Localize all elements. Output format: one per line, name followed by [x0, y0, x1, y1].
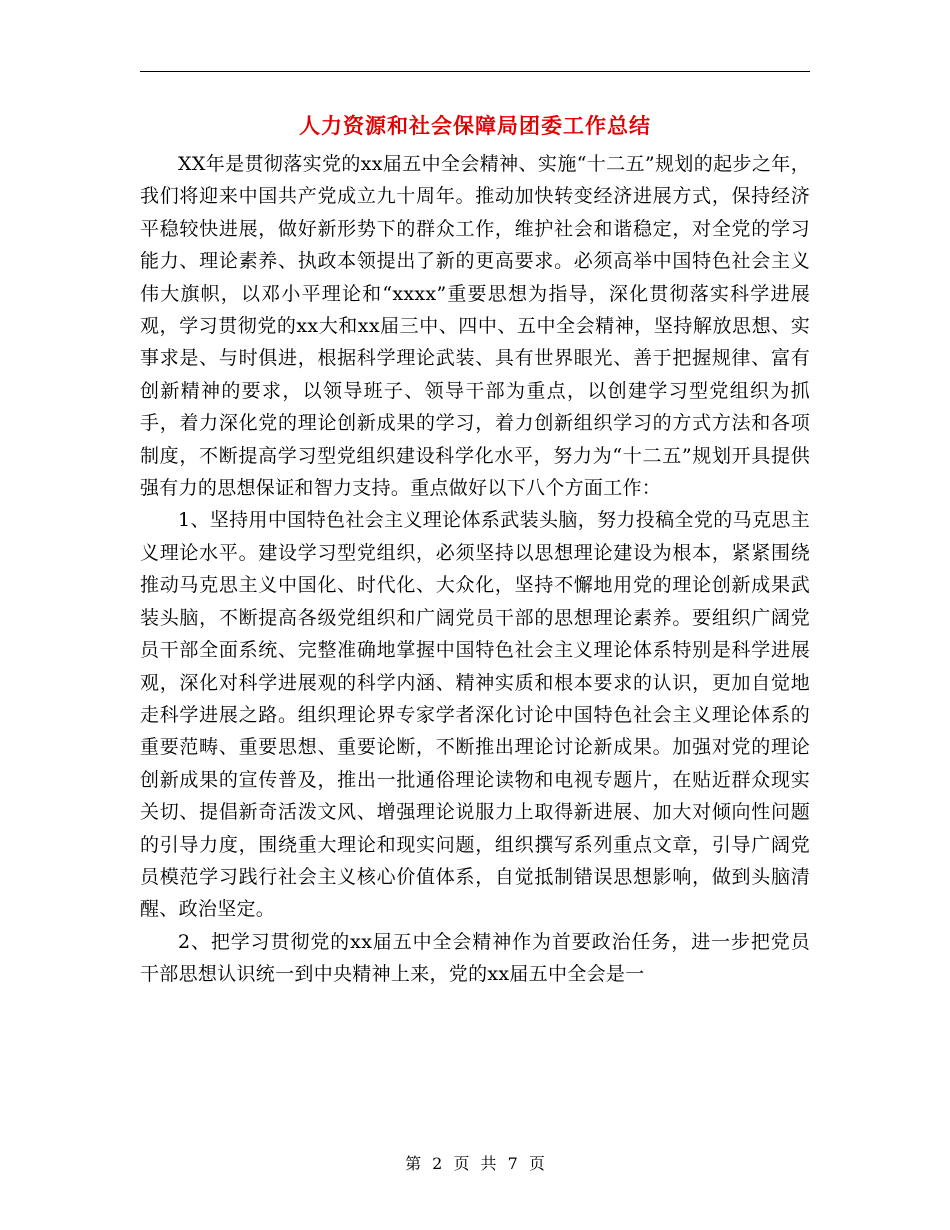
paragraph-item-2: 2、把学习贯彻党的xx届五中全会精神作为首要政治任务，进一步把党员干部思想认识统一到中央精神上来，党的xx届五中全会是一 — [140, 930, 810, 986]
document-body — [140, 148, 810, 991]
header-rule — [140, 71, 810, 72]
page-number-footer: 第 2 页 共 7 页 — [405, 1154, 545, 1173]
paragraph-item-1: 1、坚持用中国特色社会主义理论体系武装头脑，努力投稿全党的马克思主义理论水平。建设学习型党组织，必须坚持以思想理论建设为根本，紧紧围绕推动马克思主义中国化、时代化、大众化，坚持不懈地用党的理论创新成果武装头脑，不断提高各级党组织和广阔党员干部的思想理论素养。要组织广阔党员干部全面系统、完整准确地掌握中国特色社会主义理论体系特别是科学进展观，深化对科学进展观的科学内涵、精神实质和根本要求的认识，更加自觉地走科学进展之路。组织理论界专家学者深化讨论中国特色社会主义理论体系的重要范畴、重要思想、重要论断，不断推出理论讨论新成果。加强对党的理论创新成果的宣传普及，推出一批通俗理论读物和电视专题片，在贴近群众现实关切、提倡新奇活泼文风、增强理论说服力上取得新进展、加大对倾向性问题的引导力度，围绕重大理论和现实问题，组织撰写系列重点文章，引导广阔党员模范学习践行社会主义核心价值体系，自觉抵制错误思想影响，做到头脑清醒、政治坚定。 — [140, 509, 810, 921]
document-title: 人力资源和社会保障局团委工作总结 — [299, 113, 651, 138]
paragraph-intro: XX年是贯彻落实党的xx届五中全会精神、实施“十二五”规划的起步之年，我们将迎来中国共产党成立九十周年。推动加快转变经济进展方式，保持经济平稳较快进展，做好新形势下的群众工作，维护社会和谐稳定，对全党的学习能力、理论素养、执政本领提出了新的更高要求。必须高举中国特色社会主义伟大旗帜，以邓小平理论和“xxxx”重要思想为指导，深化贯彻落实科学进展观，学习贯彻党的xx大和xx届三中、四中、五中全会精神，坚持解放思想、实事求是、与时俱进，根据科学理论武装、具有世界眼光、善于把握规律、富有创新精神的要求，以领导班子、领导干部为重点，以创建学习型党组织为抓手，着力深化党的理论创新成果的学习，着力创新组织学习的方式方法和各项制度，不断提高学习型党组织建设科学化水平，努力为“十二五”规划开具提供强有力的思想保证和智力支持。重点做好以下八个方面工作： — [140, 153, 810, 500]
